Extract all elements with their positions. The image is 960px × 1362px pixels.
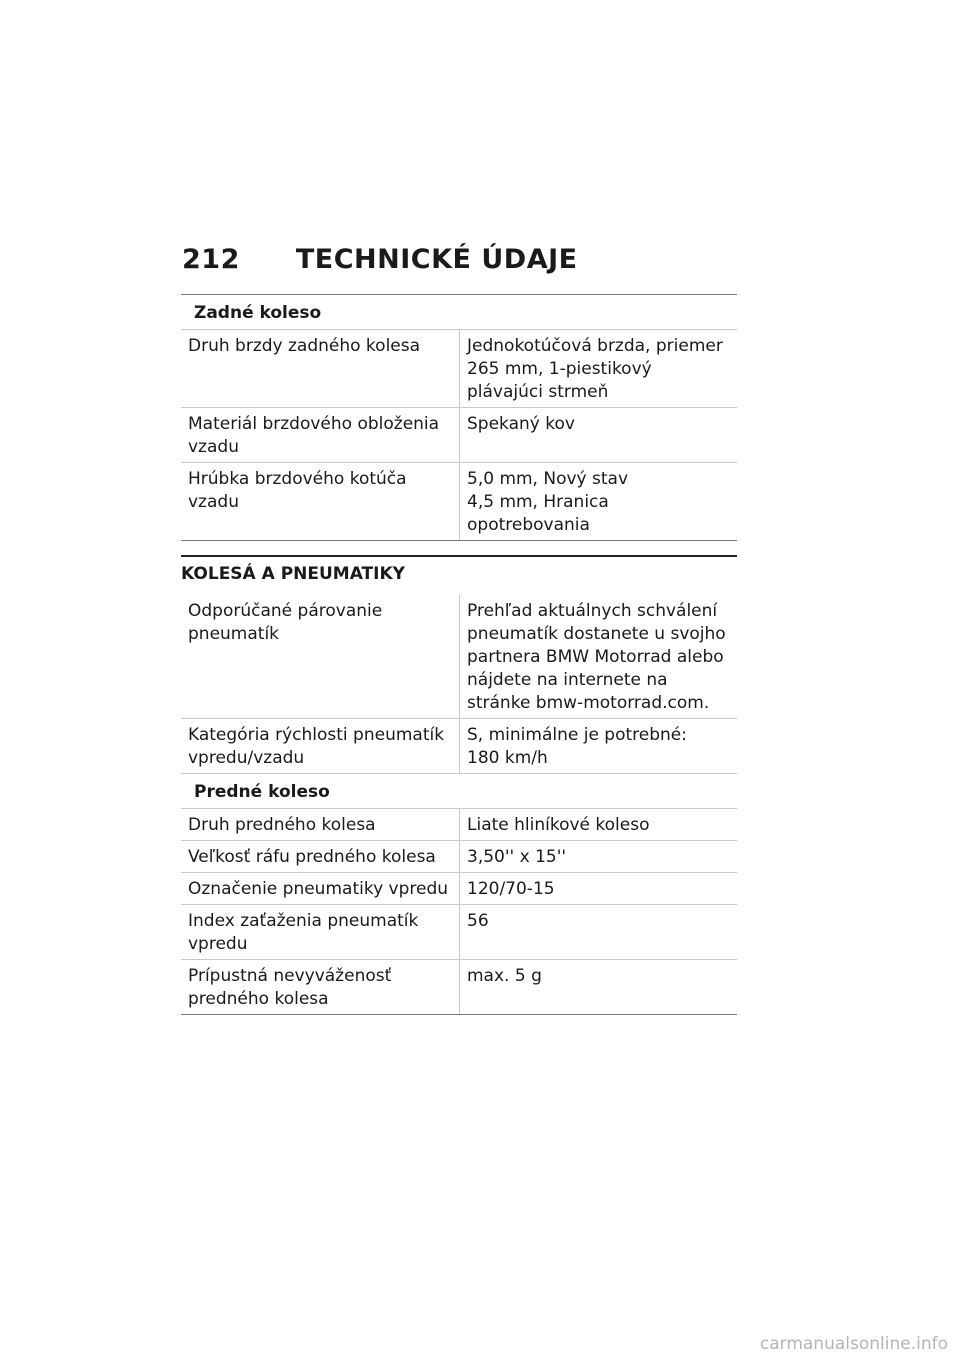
spec-label: Označenie pneumatiky vpredu bbox=[181, 873, 460, 904]
spec-label: Veľkosť ráfu predného kolesa bbox=[181, 841, 460, 872]
wheels-section-heading: KOLESÁ A PNEUMATIKY bbox=[181, 555, 737, 595]
spec-value: S, minimálne je potrebné: 180 km/h bbox=[467, 725, 687, 768]
spec-value: Jednokotúčová brzda, priemer 265 mm, 1-piestikový plávajúci strmeň bbox=[467, 336, 723, 402]
spec-value: 3,50'' x 15'' bbox=[467, 847, 567, 867]
rear-wheel-table bbox=[181, 294, 737, 541]
front-wheel-table bbox=[181, 774, 737, 1015]
spec-label: Odporúčané párovanie pneumatík bbox=[181, 595, 460, 718]
spec-label: Prípustná nevyváženosť predného kolesa bbox=[181, 960, 460, 1014]
table-row bbox=[181, 960, 737, 1015]
spec-label: Kategória rýchlosti pneumatík vpredu/vzadu bbox=[181, 719, 460, 773]
spec-value: 5,0 mm, Nový stav 4,5 mm, Hranica opotrebovania bbox=[467, 469, 629, 535]
spec-label: Druh predného kolesa bbox=[181, 809, 460, 840]
table-row bbox=[181, 463, 737, 541]
wheels-table bbox=[181, 595, 737, 774]
table-row bbox=[181, 595, 737, 719]
spec-value: 56 bbox=[467, 911, 489, 931]
table-row bbox=[181, 330, 737, 408]
table-row bbox=[181, 905, 737, 960]
spec-value: Spekaný kov bbox=[467, 414, 575, 434]
spec-value: Prehľad aktuálnych schválení pneumatík dostanete u svojho partnera BMW Motorrad alebo nájdete na internete na stránke bmw-motorrad.com. bbox=[467, 601, 726, 713]
spec-label: Hrúbka brzdového kotúča vzadu bbox=[181, 463, 460, 540]
table-row bbox=[181, 408, 737, 463]
spec-label: Druh brzdy zadného kolesa bbox=[181, 330, 460, 407]
table-row bbox=[181, 873, 737, 905]
spec-value: 120/70-15 bbox=[467, 879, 555, 899]
page-header bbox=[182, 244, 578, 275]
table-row bbox=[181, 809, 737, 841]
watermark-link[interactable]: carmanualsonline.info bbox=[759, 1334, 948, 1354]
spec-label: Index zaťaženia pneumatík vpredu bbox=[181, 905, 460, 959]
spec-label: Materiál brzdového obloženia vzadu bbox=[181, 408, 460, 462]
spec-value: Liate hliníkové koleso bbox=[467, 815, 650, 835]
table-row bbox=[181, 841, 737, 873]
page-title: TECHNICKÉ ÚDAJE bbox=[295, 244, 578, 275]
front-wheel-subheading: Predné koleso bbox=[181, 774, 737, 809]
page-number: 212 bbox=[182, 244, 240, 275]
rear-wheel-subheading: Zadné koleso bbox=[181, 295, 737, 330]
spec-value: max. 5 g bbox=[467, 966, 542, 986]
table-row bbox=[181, 719, 737, 774]
spec-content bbox=[181, 294, 737, 1015]
